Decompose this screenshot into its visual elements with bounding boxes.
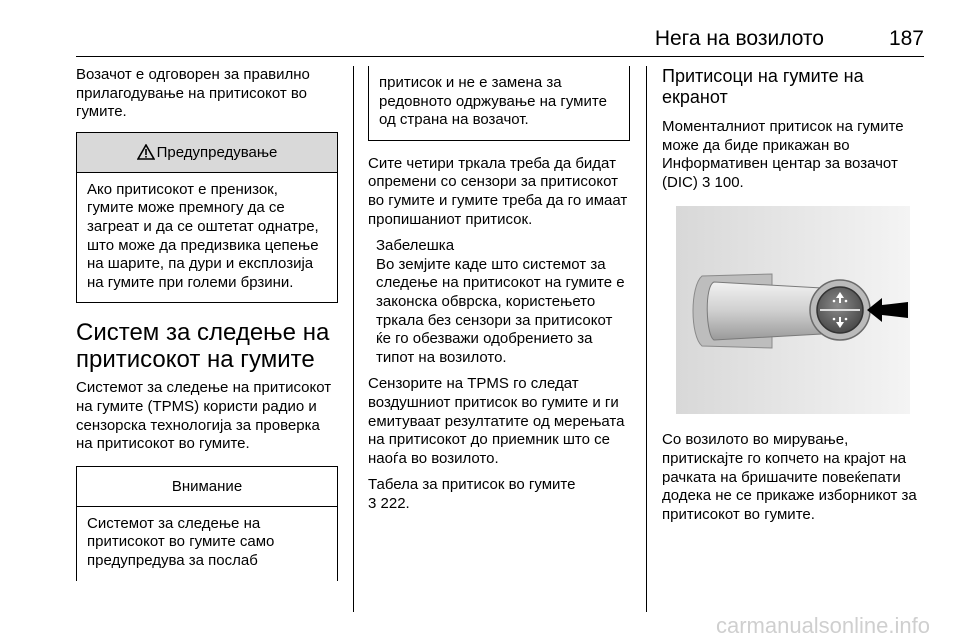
header-rule bbox=[76, 56, 924, 57]
warning-title: Предупредување bbox=[156, 143, 278, 161]
section-title: Систем за следење на притисокот на гумите bbox=[76, 319, 330, 374]
caution-box bbox=[76, 466, 338, 581]
page-number: 187 bbox=[888, 27, 924, 50]
caution-text: Системот за следење на притисокот во гумите само предупредува за послаб bbox=[87, 514, 275, 569]
page-reference-link[interactable]: 3 222. bbox=[368, 494, 410, 512]
warning-text: Ако притисокот е пренизок, гумите може премногу да се загреат и да се оштетат однатре, што може да предизвика цепење на шарите, па дури и експлозија на гумите при големи брзини. bbox=[87, 180, 319, 291]
pressure-table-label: Табела за притисок во гумите bbox=[368, 476, 576, 494]
section-paragraph: Системот за следење на притисокот на гумите (TPMS) користи радио и сензорска технологија за проверка на притисокот во гумите. bbox=[76, 379, 332, 453]
warning-triangle-icon bbox=[137, 144, 155, 160]
column-2 bbox=[368, 66, 630, 513]
caution-box-header bbox=[77, 467, 337, 507]
header-title: Нега на возилото bbox=[654, 27, 824, 50]
dic-paragraph-text: Моменталниот притисок на гумите може да биде прикажан во Информативен центар за возачот (DIC) bbox=[662, 118, 904, 191]
column-1 bbox=[76, 66, 338, 581]
column-divider-1 bbox=[353, 66, 354, 612]
subsection-title: Притисоци на гумите на екранот bbox=[662, 66, 864, 107]
warning-box-header bbox=[77, 133, 337, 173]
pressure-table-reference bbox=[368, 476, 630, 513]
caution-title: Внимание bbox=[171, 477, 243, 495]
wiper-lever-illustration bbox=[662, 206, 924, 414]
note-block bbox=[368, 237, 630, 367]
column-divider-2 bbox=[646, 66, 647, 612]
page-header bbox=[76, 26, 924, 58]
watermark: carmanualsonline.info bbox=[715, 613, 930, 638]
intro-paragraph: Возачот е одговорен за правилно прилагодување на притисокот во гумите. bbox=[76, 66, 310, 121]
instruction-paragraph: Со возилото во мирување, притискајте го копчето на крајот на рачката на бришачите повеќепати додека не се прикаже изборникот за притисокот во гумите. bbox=[662, 431, 917, 523]
warning-box bbox=[76, 132, 338, 304]
column-3 bbox=[662, 66, 924, 524]
sensors-paragraph: Сите четири тркала треба да бидат опремени со сензори за притисокот во гумите и гумите треба да го имаат пропишаниот притисок. bbox=[368, 154, 628, 228]
note-text: Во земјите каде што системот за следење на притисокот на гумите е законска обврска, користењето тркала без сензори за притисокот ќе го обезважи одобрението за типот на возилото. bbox=[376, 255, 625, 366]
dic-page-reference[interactable]: 3 100. bbox=[702, 173, 744, 191]
tpms-paragraph: Сензорите на TPMS го следат воздушниот притисок во гумите и ги емитуваат резултатите од мерењата на притисокот до приемник што се наоѓа во возилото. bbox=[368, 375, 625, 467]
caution-box-continued: притисок и не е замена за редовното одржување на гумите од страна на возачот. bbox=[368, 66, 630, 141]
note-title: Забелешка bbox=[376, 237, 455, 255]
dic-paragraph bbox=[662, 118, 924, 192]
